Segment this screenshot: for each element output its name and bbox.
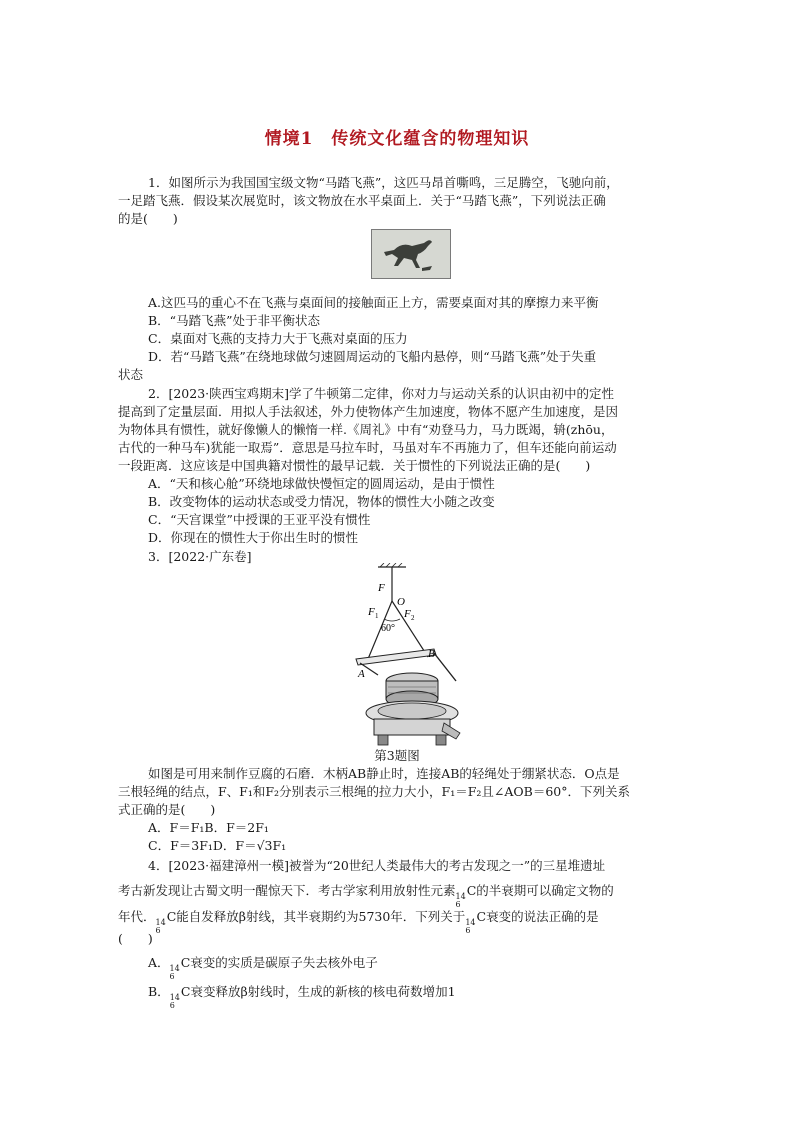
q4-option-a-text: C衰变的实质是碳原子失去核外电子 [180,955,378,970]
mass-number: 14 [465,918,476,927]
q4-option-b-prefix: B． [148,984,170,999]
q4-option-a-prefix: A． [148,955,170,970]
q1-option-d-cont: 状态 [118,367,144,382]
label-f1: F [368,606,375,618]
q2-line-4: 古代的一种马车)犹能一取焉”．意思是马拉车时，马虽对车不再施力了，但车还能向前运动 [118,440,617,455]
q1-stem-line-2: 一足踏飞燕．假设某次展览时，该文物放在水平桌面上．关于“马踏飞燕”，下列说法正确 [118,193,606,208]
horse-stepping-swallow-image [371,229,451,279]
q3-head: 3．[2022·广东卷] [148,549,252,564]
q4-line-2-text: 考古新发现让古蜀文明一醒惊天下．考古学家利用放射性元素 [118,883,456,898]
carbon-14-notation [465,919,475,935]
carbon-14-notation [156,919,166,935]
q4-line-3-text-b: C能自发释放β射线，其半衰期约为5730年．下列关于 [166,909,466,924]
q4-line-3-text-a: 年代． [118,909,156,924]
label-o: O [397,596,405,608]
label-a: A [358,668,365,680]
q1-stem-line-3: 的是( ) [118,211,178,226]
label-f: F [378,582,385,594]
label-f2: F [404,608,411,620]
q3-line-3: 式正确的是( ) [118,802,216,817]
q4-line-2 [118,882,614,909]
q4-line-1: 4．[2023·福建漳州一模]被誉为“20世纪人类最伟大的考古发现之一”的三星堆遗址 [148,858,606,873]
q4-option-b [148,983,456,1010]
atomic-number: 6 [465,926,471,935]
q3-line-2: 三根轻绳的结点，F、F₁和F₂分别表示三根绳的拉力大小，F₁＝F₂且∠AOB＝60°．下列关系 [118,784,631,799]
mass-number: 14 [455,892,466,901]
q2-option-b: B．改变物体的运动状态或受力情况，物体的惯性大小随之改变 [148,494,495,509]
q4-line-3-text-c: C衰变的说法正确的是 [476,909,599,924]
q4-line-2-text-b: C的半衰期可以确定文物的 [466,883,614,898]
carbon-14-notation [170,994,180,1010]
q4-option-b-text: C衰变释放β射线时，生成的新核的核电荷数增加1 [180,984,456,999]
label-f2-sub: 2 [411,614,415,622]
carbon-14-notation [170,965,180,981]
q4-option-a [148,954,378,981]
atomic-number: 6 [455,900,461,909]
q1-stem-line-1: 1．如图所示为我国国宝级文物“马踏飞燕”，这匹马昂首嘶鸣，三足腾空，飞驰向前， [148,175,619,190]
stone-mill-figure [348,563,466,748]
carbon-14-notation [456,893,466,909]
q1-option-d: D．若“马踏飞燕”在绕地球做匀速圆周运动的飞船内悬停，则“马踏飞燕”处于失重 [148,349,597,364]
q1-option-a: A.这匹马的重心不在飞燕与桌面间的接触面正上方，需要桌面对其的摩擦力来平衡 [148,295,599,310]
atomic-number: 6 [169,972,175,981]
label-f1-sub: 1 [375,612,379,620]
q4-line-4: ( ) [118,931,153,946]
atomic-number: 6 [155,926,161,935]
figure-3-caption: 第3题图 [374,748,420,763]
mass-number: 14 [169,964,180,973]
q2-option-c: C．“天宫课堂”中授课的王亚平没有惯性 [148,512,371,527]
mass-number: 14 [155,918,166,927]
q2-option-a: A．“天和核心舱”环绕地球做快慢恒定的圆周运动，是由于惯性 [148,476,495,491]
q3-option-cd: C．F＝3F₁D．F＝√3F₁ [148,838,287,853]
q2-line-5: 一段距离．这应该是中国典籍对惯性的最早记载．关于惯性的下列说法正确的是( ) [118,458,591,473]
q1-option-b: B．“马踏飞燕”处于非平衡状态 [148,313,320,328]
q2-line-1: 2．[2023·陕西宝鸡期末]学了牛顿第二定律，你对力与运动关系的认识由初中的定性 [148,386,614,401]
atomic-number: 6 [169,1001,175,1010]
page-title: 情境1 传统文化蕴含的物理知识 [264,129,530,149]
q1-option-c: C．桌面对飞燕的支持力大于飞燕对桌面的压力 [148,331,408,346]
q4-line-3 [118,908,599,935]
label-b: B [428,648,435,660]
q2-line-2: 提高到了定量层面．用拟人手法叙述，外力使物体产生加速度，物体不愿产生加速度，是因 [118,404,619,419]
q2-option-d: D．你现在的惯性大于你出生时的惯性 [148,530,359,545]
q3-option-ab: A．F＝F₁B．F＝2F₁ [148,820,269,835]
q2-line-3: 为物体具有惯性，就好像懒人的懒惰一样.《周礼》中有“劝登马力，马力既竭，辀(zhōu， [118,422,614,437]
label-angle: 60° [381,623,395,634]
q3-line-1: 如图是可用来制作豆腐的石磨．木柄AB静止时，连接AB的轻绳处于绷紧状态．O点是 [148,766,620,781]
mass-number: 14 [169,993,180,1002]
